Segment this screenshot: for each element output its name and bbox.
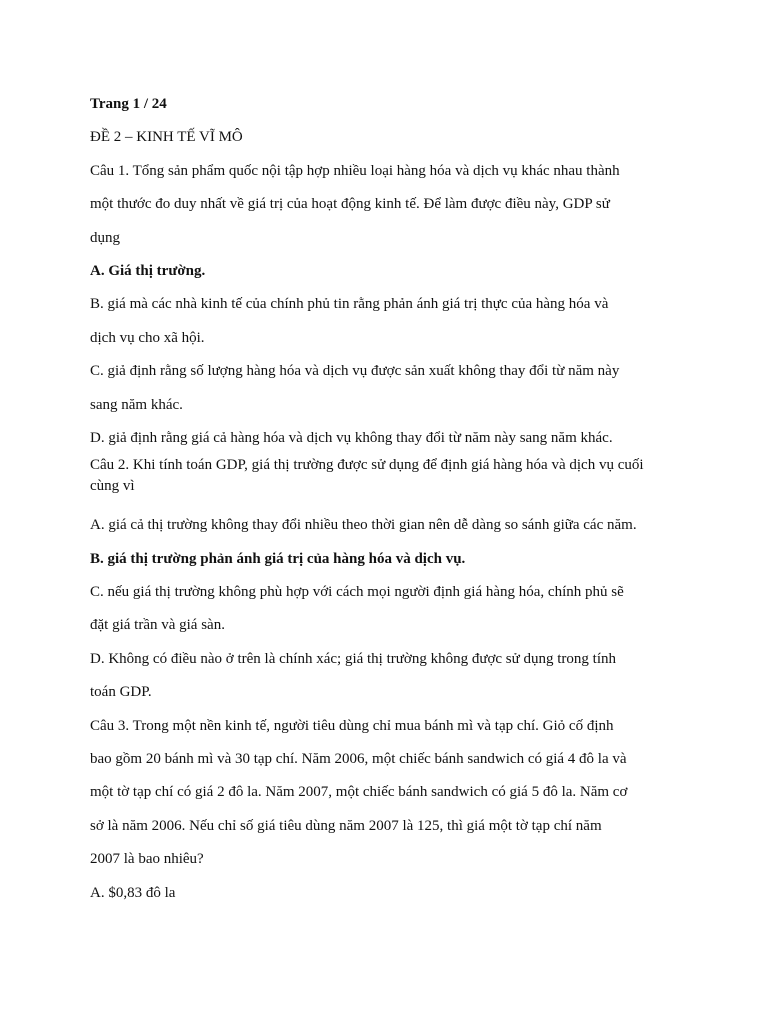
- question-3-line-5: 2007 là bao nhiêu?: [90, 851, 204, 868]
- question-1-option-a: A. Giá thị trường.: [90, 262, 206, 279]
- question-1-option-b-line-2: dịch vụ cho xã hội.: [90, 329, 205, 346]
- question-1-option-c-line-1: C. giả định rằng số lượng hàng hóa và dịch vụ được sản xuất không thay đổi từ năm này: [90, 363, 620, 380]
- question-2-option-d-line-2: toán GDP.: [90, 684, 152, 701]
- question-3-line-2: bao gồm 20 bánh mì và 30 tạp chí. Năm 2006, một chiếc bánh sandwich có giá 4 đô la và: [90, 751, 627, 768]
- question-3-line-3: một tờ tạp chí có giá 2 đô la. Năm 2007, một chiếc bánh sandwich có giá 5 đô la. Năm cơ: [90, 784, 628, 801]
- question-2-option-b: B. giá thị trường phản ánh giá trị của hàng hóa và dịch vụ.: [90, 550, 466, 567]
- question-1-line-3: dụng: [90, 229, 120, 246]
- spacer: [90, 497, 660, 509]
- question-1-option-d: D. giả định rằng giá cả hàng hóa và dịch vụ không thay đổi từ năm này sang năm khác.: [90, 429, 613, 446]
- exam-title: ĐỀ 2 – KINH TẾ VĨ MÔ: [90, 129, 243, 146]
- question-2-option-c-line-1: C. nếu giá thị trường không phù hợp với cách mọi người định giá hàng hóa, chính phủ sẽ: [90, 584, 624, 601]
- question-3-line-4: sở là năm 2006. Nếu chỉ số giá tiêu dùng năm 2007 là 125, thì giá một tờ tạp chí năm: [90, 817, 602, 834]
- question-2-option-d-line-1: D. Không có điều nào ở trên là chính xác; giá thị trường không được sử dụng trong tính: [90, 650, 617, 667]
- question-2-line-1: Câu 2. Khi tính toán GDP, giá thị trường được sử dụng để định giá hàng hóa và dịch vụ cuối: [90, 457, 644, 474]
- page-header: Trang 1 / 24: [90, 96, 167, 112]
- question-3-line-1: Câu 3. Trong một nền kinh tế, người tiêu dùng chỉ mua bánh mì và tạp chí. Giỏ cố định: [90, 717, 614, 734]
- question-1-line-1: Câu 1. Tổng sản phẩm quốc nội tập hợp nhiều loại hàng hóa và dịch vụ khác nhau thành: [90, 162, 620, 179]
- question-2-option-a: A. giá cả thị trường không thay đổi nhiều theo thời gian nên dễ dàng so sánh giữa các năm.: [90, 517, 637, 534]
- question-3-option-a: A. $0,83 đô la: [90, 884, 176, 901]
- question-2-option-c-line-2: đặt giá trần và giá sàn.: [90, 617, 225, 634]
- document-page: [90, 88, 660, 910]
- question-1-option-b-line-1: B. giá mà các nhà kinh tế của chính phủ tin rằng phản ánh giá trị thực của hàng hóa và: [90, 296, 609, 313]
- question-2-line-2: cùng vì: [90, 478, 135, 495]
- question-1-option-c-line-2: sang năm khác.: [90, 396, 183, 413]
- question-1-line-2: một thước đo duy nhất về giá trị của hoạt động kinh tế. Để làm được điều này, GDP sử: [90, 196, 610, 213]
